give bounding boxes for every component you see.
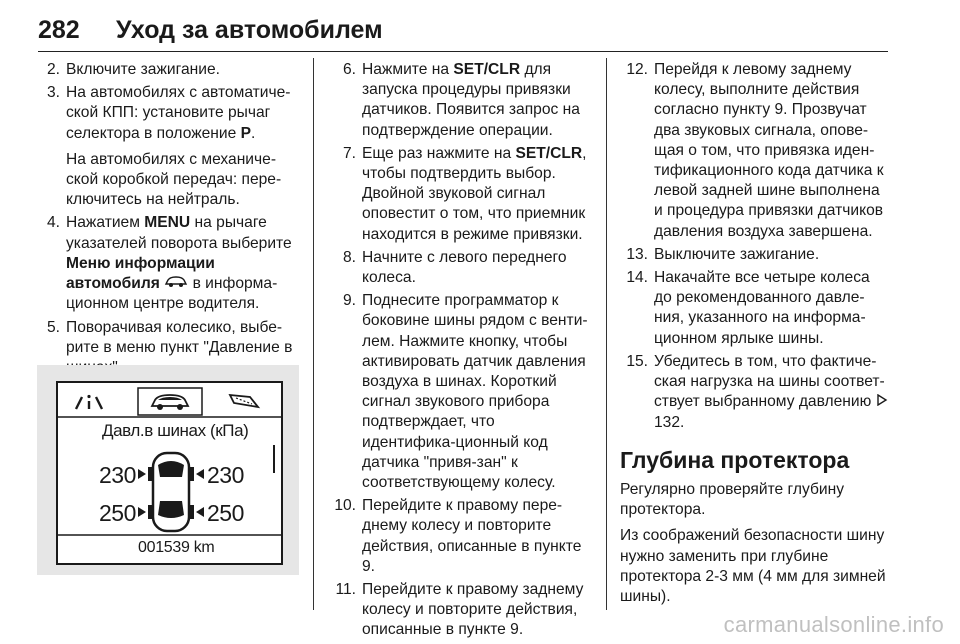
car-icon <box>164 274 188 294</box>
vehicle-info-menu-label: Меню информации автомобиля <box>66 254 215 293</box>
screen-title: Давл.в шинах (кПа) <box>102 421 249 440</box>
step-number: 7. <box>342 144 356 162</box>
step-3-manual-note: На автомобилях с механиче-ской коробкой передач: пере-ключитесь на нейтраль. <box>66 150 282 209</box>
column-1 <box>38 60 300 381</box>
tools-icon <box>76 395 102 409</box>
step-9 <box>328 291 590 493</box>
step-number: 4. <box>46 214 60 232</box>
step-text: Нажатием <box>66 214 145 232</box>
step-7 <box>328 144 590 245</box>
step-number: 6. <box>342 61 356 78</box>
step-number: 15. <box>626 352 648 370</box>
tire-pressure-display-figure <box>37 365 299 575</box>
page-title: Уход за автомобилем <box>116 16 383 44</box>
step-text: Включите зажигание. <box>66 61 220 78</box>
step-2 <box>38 60 300 80</box>
step-text: Перейдите к правому пере-днему колесу и повторите действия, описанные в пункте 9. <box>362 497 582 575</box>
page-ref-link[interactable]: 132 <box>654 413 681 431</box>
set-clr-button-label: SET/CLR <box>515 144 583 162</box>
arrow-left-icon <box>196 469 204 479</box>
step-text: Еще раз нажмите на <box>362 144 516 162</box>
step-number: 8. <box>342 248 356 266</box>
arrow-right-icon <box>138 469 146 479</box>
step-number: 10. <box>334 497 356 515</box>
step-14 <box>620 268 890 349</box>
step-number: 9. <box>342 292 356 310</box>
odometer-readout: 001539 km <box>138 539 215 556</box>
rear-left-pressure: 250 <box>99 500 136 526</box>
step-text: Накачайте все четыре колеса до рекомендованного давле-ния, указанного на информа-ционном ярлыке шины. <box>654 269 870 347</box>
step-text: , чтобы подтвердить выбор. Двойной звуковой сигнал оповестит о том, что приемник находится в режиме привязки. <box>362 144 587 243</box>
paragraph: Регулярно проверяйте глубину протектора. <box>620 480 845 519</box>
step-12 <box>620 60 890 242</box>
step-number: 14. <box>626 269 648 287</box>
page-header <box>38 16 888 52</box>
step-15 <box>620 352 890 433</box>
header-divider <box>38 51 888 52</box>
step-text: Нажмите на <box>362 61 454 78</box>
menu-button-label: MENU <box>144 214 191 232</box>
step-number: 13. <box>626 245 648 263</box>
step-text: на рычаге указателей поворота выберите <box>66 214 292 252</box>
step-text: Выключите зажигание. <box>654 245 820 263</box>
column-3 <box>620 60 890 613</box>
column-2 <box>328 60 590 644</box>
rear-right-pressure: 250 <box>207 500 244 526</box>
paragraph: Из соображений безопасности шину нужно заменить при глубине протектора 2-3 мм (4 мм для зимней шины). <box>620 527 886 605</box>
step-8 <box>328 248 590 288</box>
gear-position-p: P <box>240 124 252 142</box>
step-text: в информа-ционном центре водителя. <box>66 275 278 313</box>
step-text: Начните с левого переднего колеса. <box>362 248 567 287</box>
step-number: 3. <box>46 84 60 102</box>
step-text: На автомобилях с автоматиче-ской КПП: установите рычаг селектора в положение <box>66 84 291 142</box>
front-left-pressure: 230 <box>99 462 136 488</box>
step-text: Поворачивая колесико, выбе-рите в меню пункт "Давление в <box>66 318 293 356</box>
watermark: carmanualsonline.info <box>723 612 944 637</box>
car-top-view-icon <box>148 453 194 531</box>
arrow-left-icon <box>196 507 204 517</box>
section-heading: Глубина протектора <box>620 446 850 473</box>
step-3 <box>38 83 300 144</box>
front-right-pressure: 230 <box>207 462 244 488</box>
step-number: 11. <box>335 581 356 599</box>
page-ref-icon <box>876 392 888 412</box>
step-text-end: . <box>251 124 256 142</box>
road-icon <box>230 395 258 407</box>
driver-info-screen <box>56 381 283 565</box>
step-number: 2. <box>46 61 60 78</box>
step-13 <box>620 245 890 265</box>
step-number: 12. <box>626 61 648 78</box>
set-clr-button-label: SET/CLR <box>453 61 521 78</box>
step-text: Убедитесь в том, что фактиче-ская нагрузка на шины соответ-ствует выбранному давлению <box>654 352 885 411</box>
step-11 <box>328 580 590 641</box>
step-text: Перейдя к левому заднему колесу, выполните действия согласно пункту 9. Прозвучат два звуковых сигнала, опове-щая о том, что привязка иден-тификационного кода датчика к левой задней шине выполнена и процедура привязки датчиков давления воздуха завершена. <box>654 61 884 240</box>
step-text: для запуска процедуры привязки датчиков. Появится запрос на подтверждение операции. <box>362 61 580 139</box>
page-number: 282 <box>38 16 80 44</box>
arrow-right-icon <box>138 507 146 517</box>
step-text-end: . <box>680 413 685 431</box>
column-divider-2 <box>606 58 607 610</box>
step-number: 5. <box>46 318 60 336</box>
step-4 <box>38 213 300 314</box>
column-divider-1 <box>313 58 314 610</box>
step-6 <box>328 60 590 141</box>
step-text: Поднесите программатор к боковине шины рядом с венти-лем. Нажмите кнопку, чтобы активировать датчик давления воздуха в шинах. Короткий сигнал звукового прибора подтверждает, что идентифика-ционный код датчика "привя-зан" к соответствующему колесу. <box>362 292 588 492</box>
step-10 <box>328 496 590 577</box>
step-text: Перейдите к правому заднему колесу и повторите действия, описанные в пункте 9. <box>362 581 584 639</box>
